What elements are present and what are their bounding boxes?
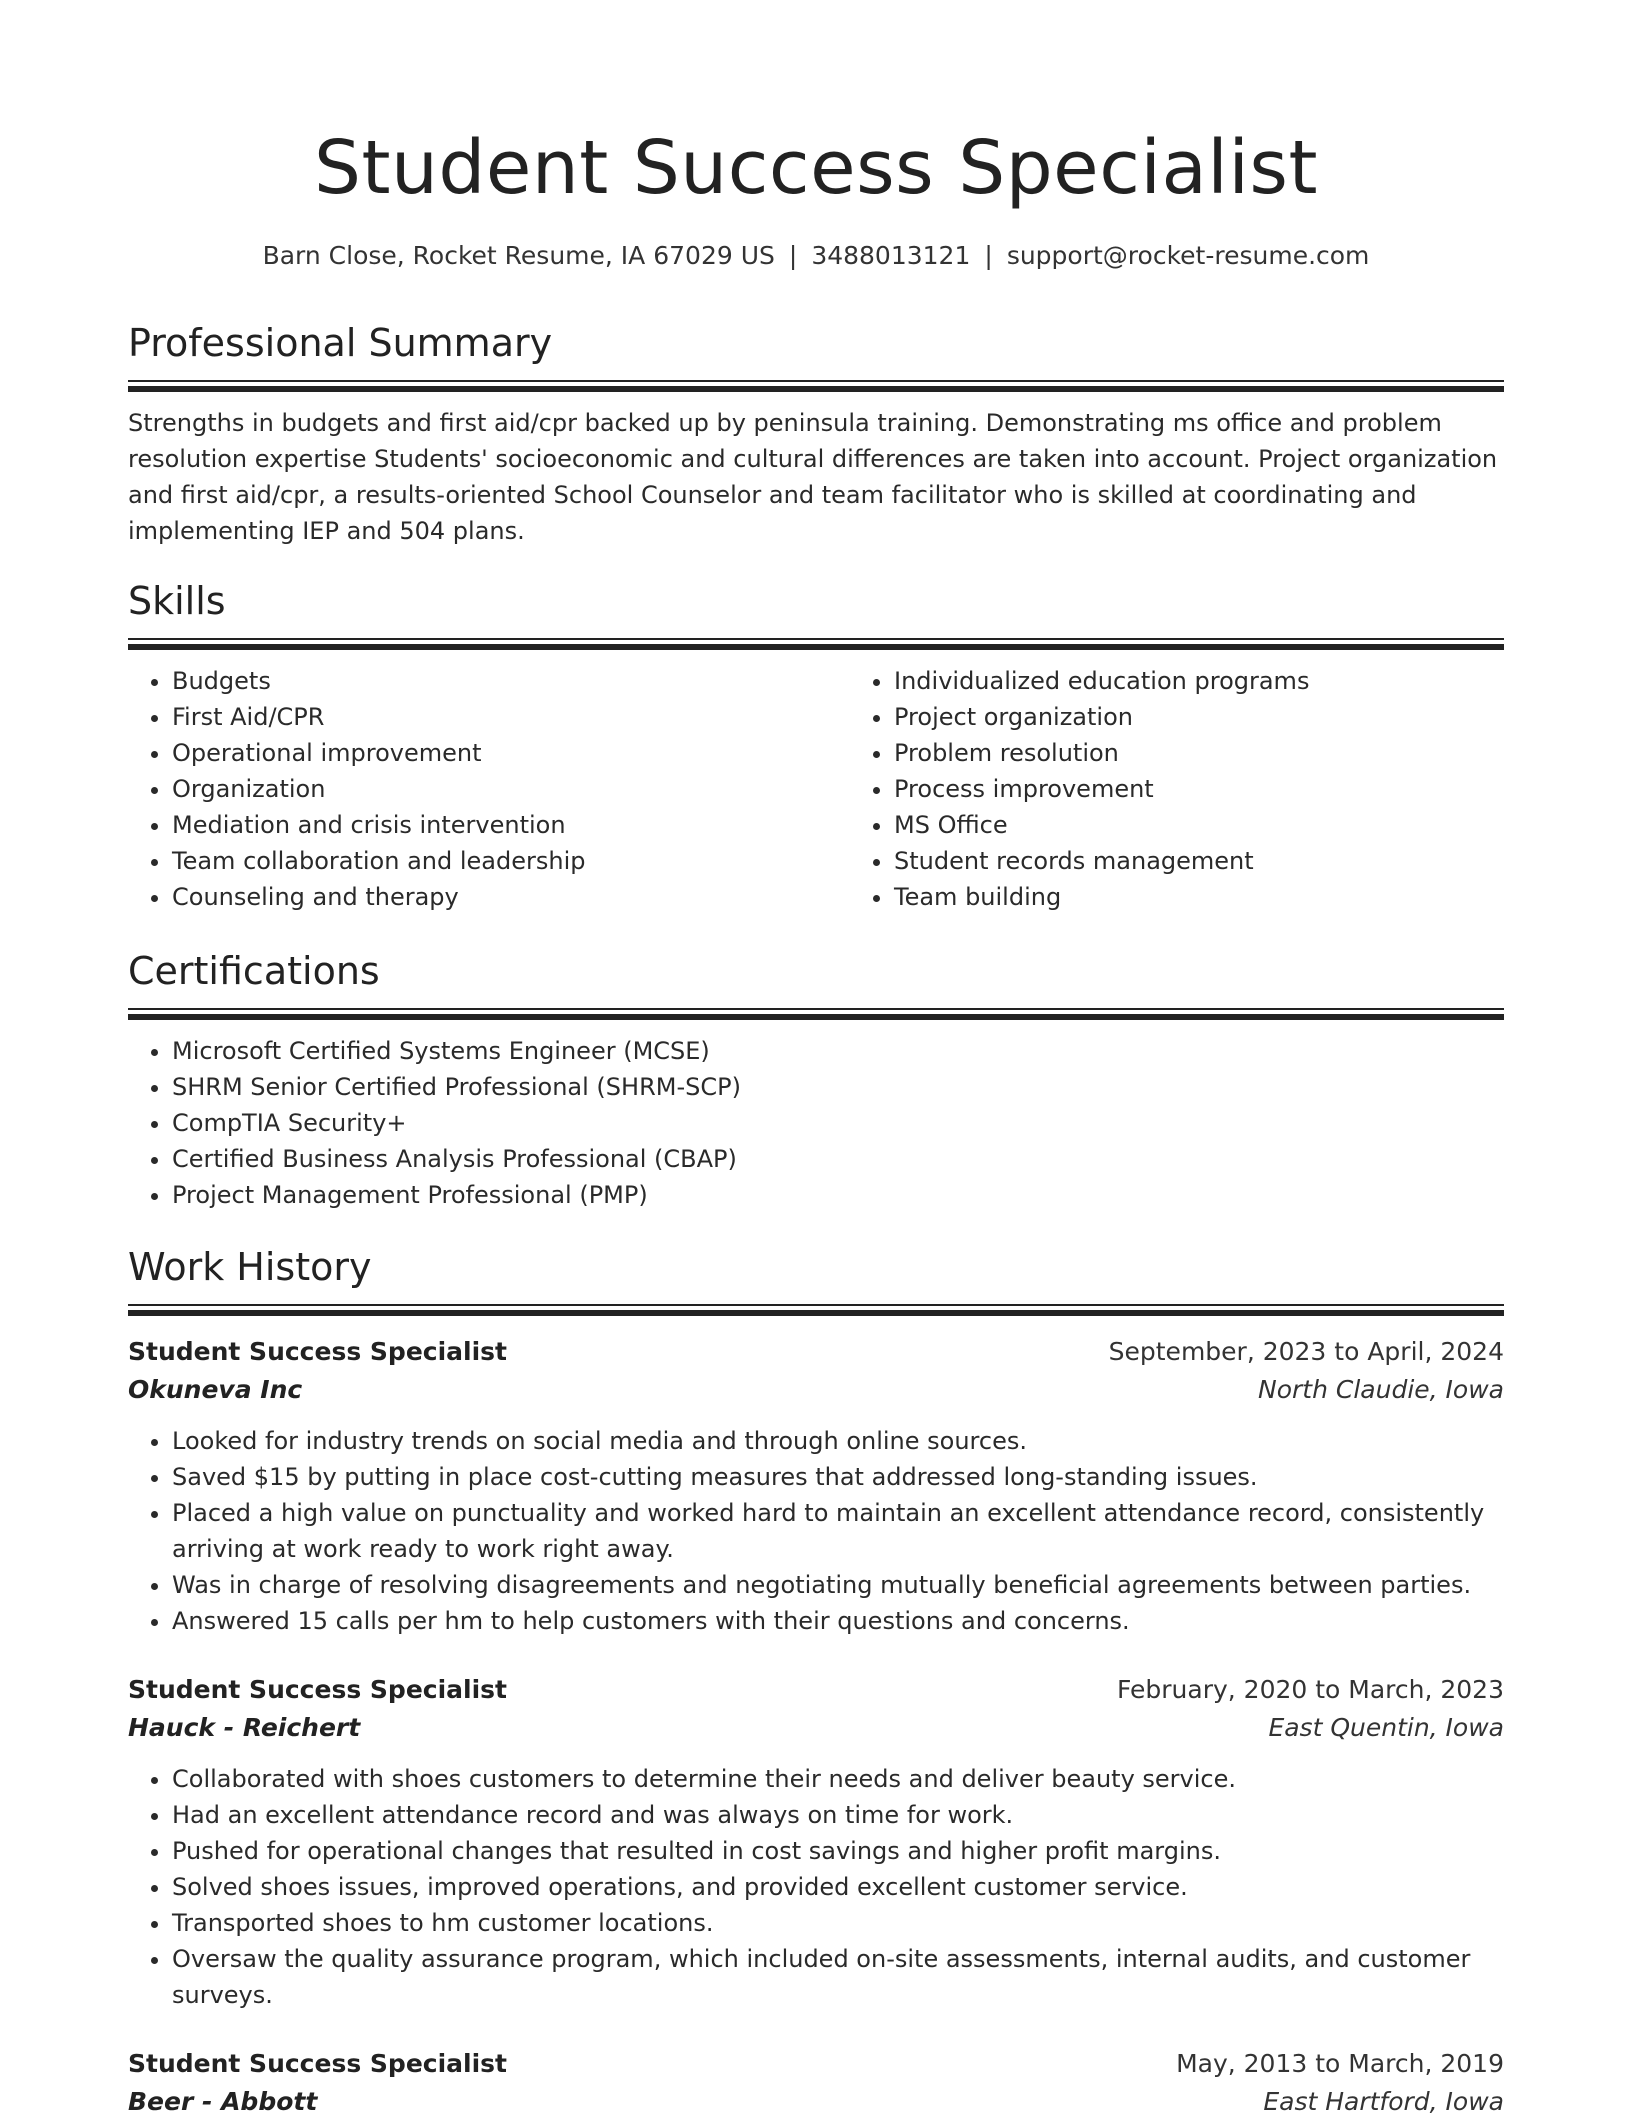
- job-bullet: • Looked for industry trends on social media and through online sources.: [172, 1423, 1504, 1459]
- summary-text: Strengths in budgets and first aid/cpr backed up by peninsula training. Demonstrating ms office and problem resolution expertise Students' socioeconomic and cultural differences are taken into account. Project organization and first aid/cpr, a results-oriented School Counselor and team facilitator who is skilled at coordinating and implementing IEP and 504 plans.: [128, 409, 1498, 545]
- job-title: Student Success Specialist: [128, 1675, 508, 1704]
- certifications-section: [128, 946, 1504, 1213]
- work-history-section: [128, 1242, 1504, 2121]
- skill-item: • Process improvement: [894, 771, 1572, 807]
- job-bullet: • Collaborated with shoes customers to determine their needs and deliver beauty service.: [172, 1761, 1504, 1797]
- skill-item: • Student records management: [894, 843, 1572, 879]
- contact-address: Barn Close, Rocket Resume, IA 67029 US: [262, 241, 775, 270]
- certification-item: • Certified Business Analysis Professional (CBAP): [172, 1141, 1504, 1177]
- section-title: Skills: [128, 579, 226, 623]
- section-divider: [128, 380, 1504, 391]
- job-company: Hauck - Reichert: [128, 1713, 361, 1742]
- section-divider: [128, 1008, 1504, 1019]
- skill-item: • MS Office: [894, 807, 1572, 843]
- job-location: East Quentin, Iowa: [1268, 1713, 1504, 1742]
- job-bullet: • Answered 15 calls per hm to help customers with their questions and concerns.: [172, 1603, 1504, 1639]
- skills-list-left: [128, 663, 850, 915]
- job-dates: September, 2023 to April, 2024: [1108, 1337, 1504, 1366]
- skill-item: • Individualized education programs: [894, 663, 1572, 699]
- job-dates: May, 2013 to March, 2019: [1176, 2049, 1504, 2078]
- certification-item: • Microsoft Certified Systems Engineer (MCSE): [172, 1033, 1504, 1069]
- skill-item: • Counseling and therapy: [172, 879, 850, 915]
- job-dates: February, 2020 to March, 2023: [1116, 1675, 1504, 1704]
- contact-separator: |: [788, 241, 798, 270]
- skill-item: • Project organization: [894, 699, 1572, 735]
- job-title: Student Success Specialist: [128, 1337, 508, 1366]
- job-company: Beer - Abbott: [128, 2087, 318, 2116]
- skills-list-right: [850, 663, 1572, 915]
- section-divider: [128, 1304, 1504, 1315]
- job-bullet: • Was in charge of resolving disagreements and negotiating mutually beneficial agreements between parties.: [172, 1567, 1504, 1603]
- skill-item: • Budgets: [172, 663, 850, 699]
- job-title: Student Success Specialist: [128, 2049, 508, 2078]
- job-bullet: • Pushed for operational changes that resulted in cost savings and higher profit margins.: [172, 1833, 1504, 1869]
- skill-item: • Team collaboration and leadership: [172, 843, 850, 879]
- job-location: East Hartford, Iowa: [1263, 2087, 1504, 2116]
- section-title: Certifications: [128, 949, 380, 993]
- section-title: Work History: [128, 1245, 372, 1289]
- summary-section: [128, 318, 1504, 549]
- skill-item: • Organization: [172, 771, 850, 807]
- job-bullets: [128, 1761, 1504, 2013]
- job-company: Okuneva Inc: [128, 1375, 303, 1404]
- skill-item: • Mediation and crisis intervention: [172, 807, 850, 843]
- contact-email: support@rocket-resume.com: [1006, 241, 1370, 270]
- certification-item: • SHRM Senior Certified Professional (SHRM-SCP): [172, 1069, 1504, 1105]
- certification-item: • Project Management Professional (PMP): [172, 1177, 1504, 1213]
- section-title: Professional Summary: [128, 321, 553, 365]
- job-entry: [128, 2045, 1504, 2121]
- contact-line: [128, 238, 1504, 274]
- job-bullet: • Had an excellent attendance record and was always on time for work.: [172, 1797, 1504, 1833]
- skill-item: • First Aid/CPR: [172, 699, 850, 735]
- section-divider: [128, 638, 1504, 649]
- contact-separator: |: [984, 241, 993, 270]
- contact-phone: 3488013121: [811, 241, 971, 270]
- resume-name: Student Success Specialist: [314, 125, 1318, 211]
- job-bullet: • Saved $15 by putting in place cost-cutting measures that addressed long-standing issues.: [172, 1459, 1504, 1495]
- job-bullet: • Placed a high value on punctuality and worked hard to maintain an excellent attendance record, consistently arriving at work ready to work right away.: [172, 1495, 1504, 1567]
- job-entry: [128, 1671, 1504, 2013]
- job-bullet: • Solved shoes issues, improved operations, and provided excellent customer service.: [172, 1869, 1504, 1905]
- skill-item: • Problem resolution: [894, 735, 1572, 771]
- job-bullets: [128, 1423, 1504, 1639]
- skill-item: • Operational improvement: [172, 735, 850, 771]
- certification-item: • CompTIA Security+: [172, 1105, 1504, 1141]
- job-bullet: • Oversaw the quality assurance program, which included on-site assessments, internal audits, and customer surveys.: [172, 1941, 1504, 2013]
- certifications-list: [128, 1033, 1504, 1213]
- job-bullet: • Transported shoes to hm customer locations.: [172, 1905, 1504, 1941]
- skills-section: [128, 576, 1504, 915]
- job-entry: [128, 1333, 1504, 1639]
- skill-item: • Team building: [894, 879, 1572, 915]
- skills-columns: [128, 649, 1504, 915]
- job-location: North Claudie, Iowa: [1258, 1375, 1504, 1404]
